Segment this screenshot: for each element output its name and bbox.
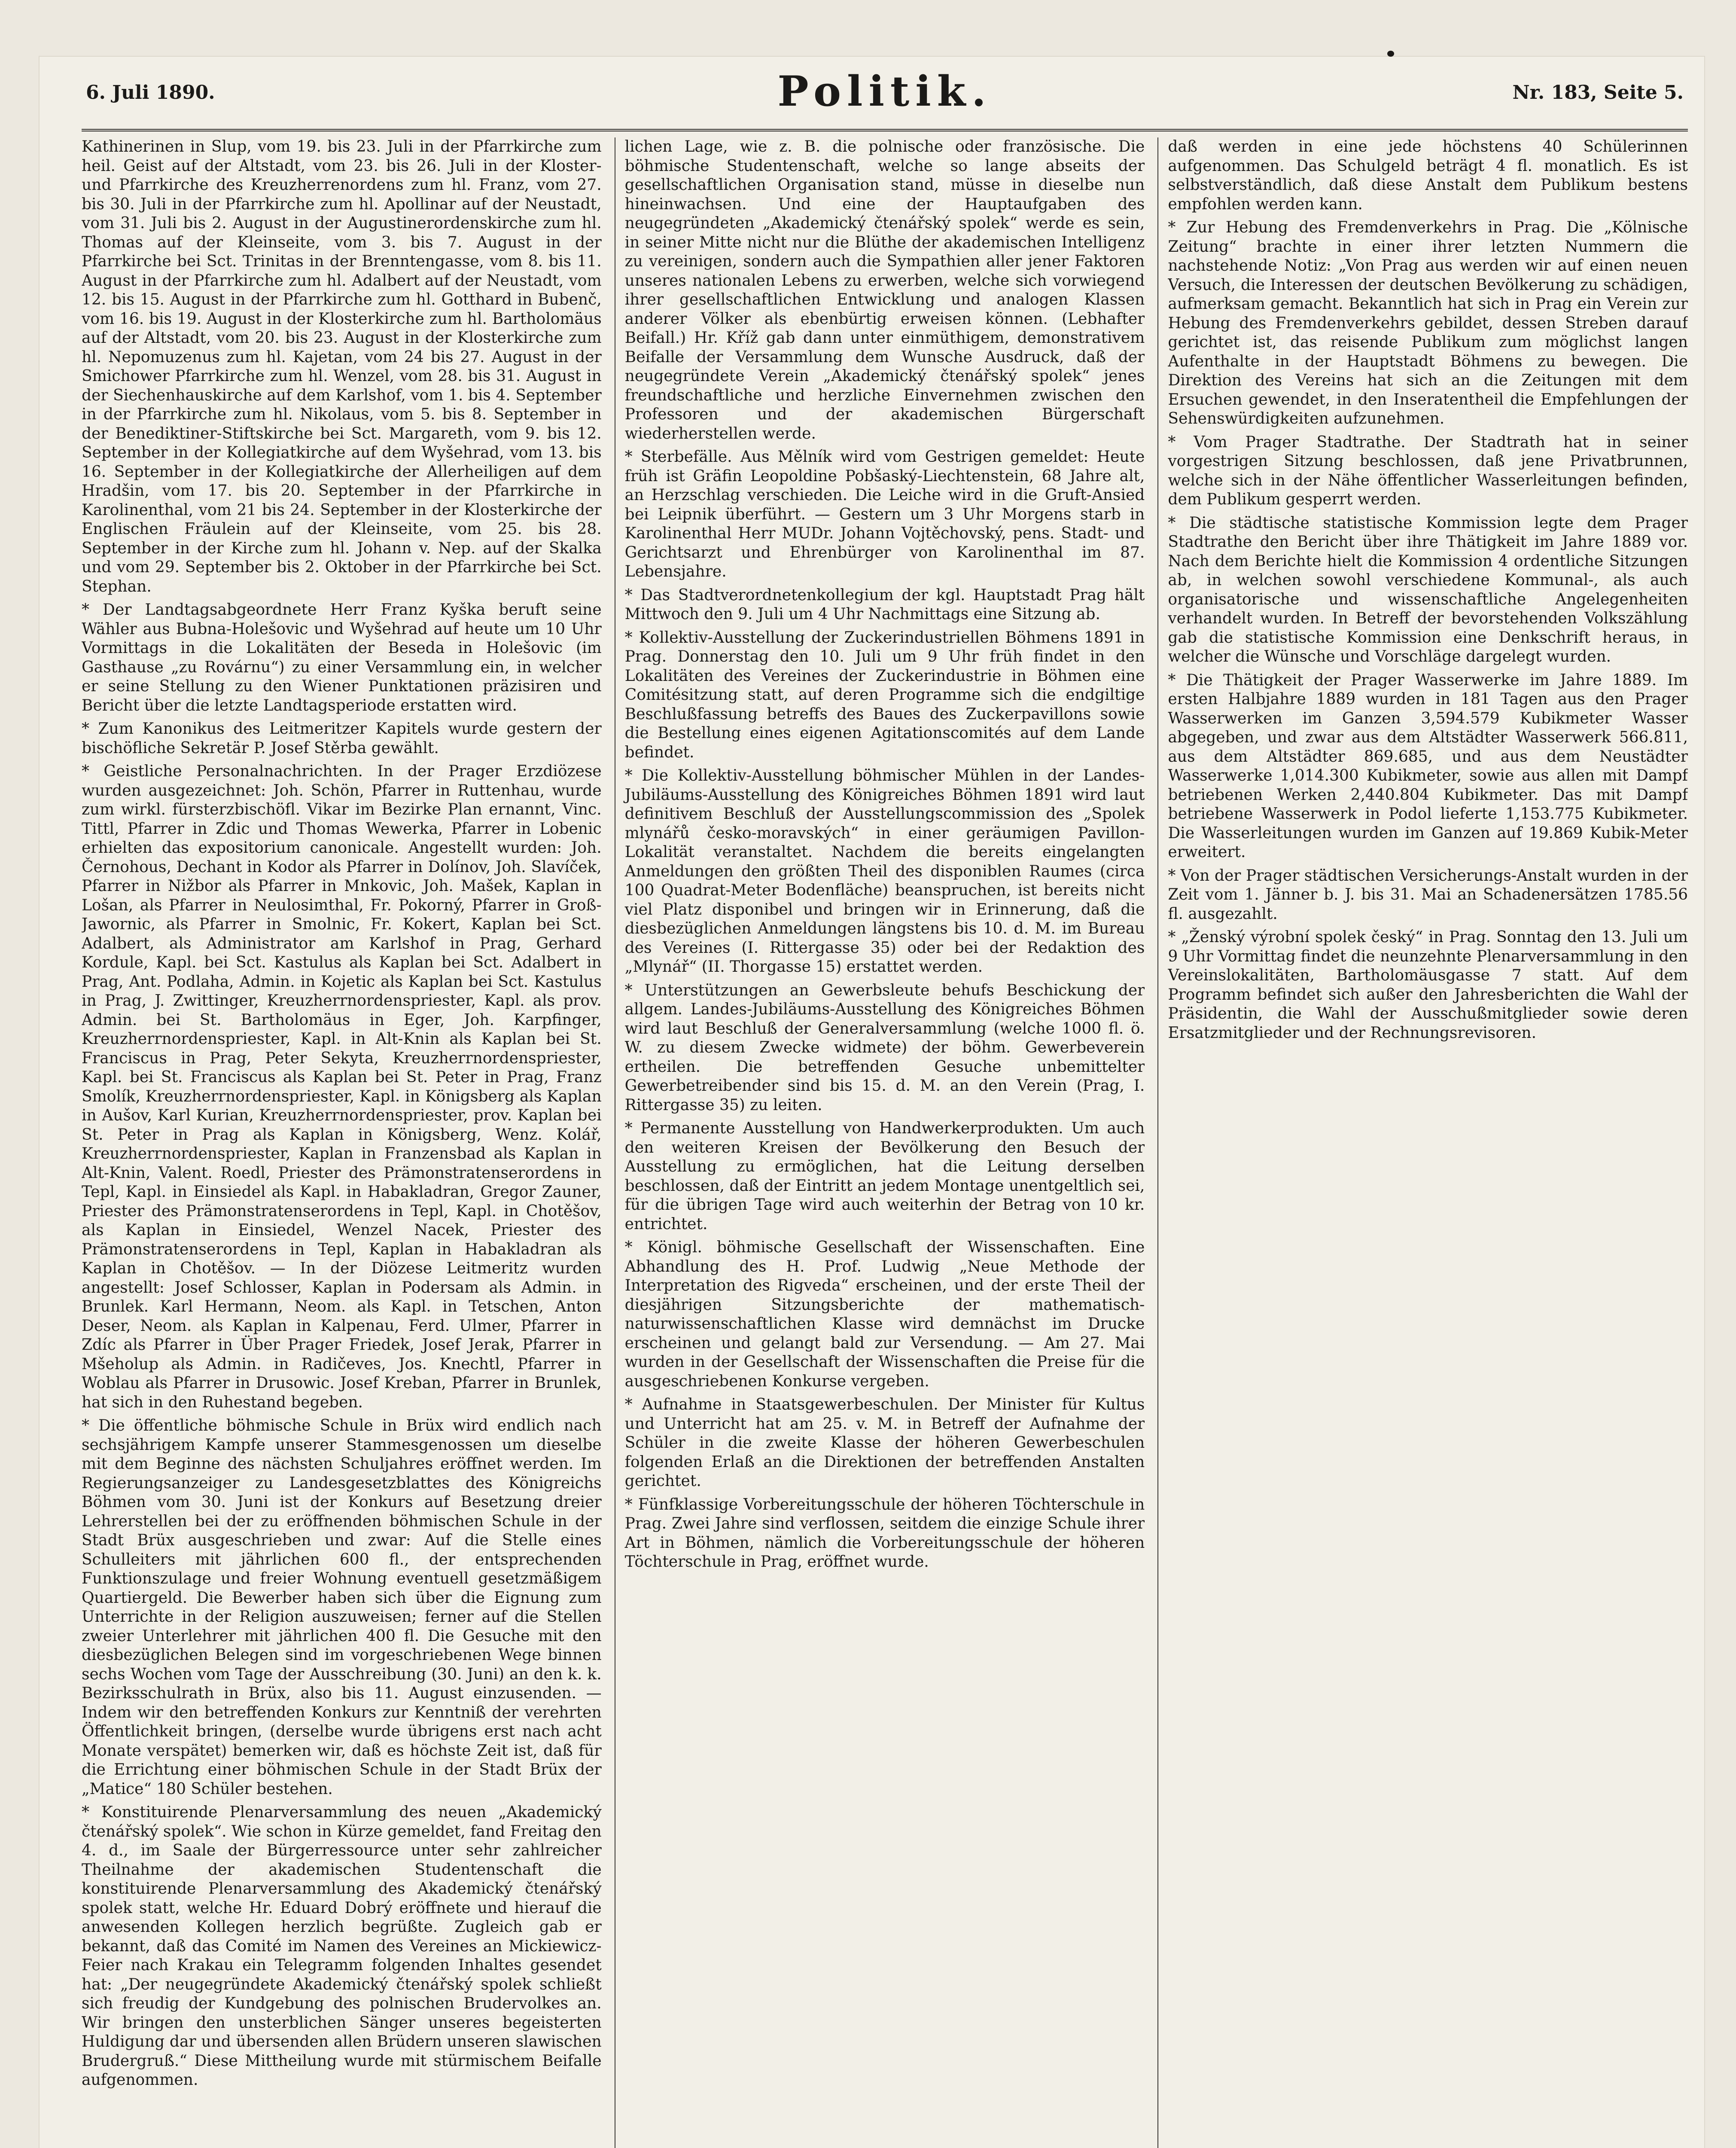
- issue-date: 6. Juli 1890.: [86, 82, 215, 104]
- article-paragraph: * Geistliche Personalnachrichten. In der Prager Erzdiözese wurden ausgezeichnet: Joh. Schön, Pfarrer in Ruttenhau, wurde zum wirkl. fürsterzbischöfl. Vikar im Bezirke Plan ernannt, Vinc. Tittl, Pfarrer in Zdic und Thomas Wewerka, Pfarrer in Lobenic erhielten das expositorium canonicale. Angestellt wurden: Joh. Černohous, Dechant in Kodor als Pfarrer in Dolínov, Joh. Slavíček, Pfarrer in Nižbor als Pfarrer in Mnkovic, Joh. Mašek, Kaplan in Lošan, als Pfarrer in Neulosimthal, Fr. Pokorný, Pfarrer in Groß-Jawornic, als Pfarrer in Smolnic, Fr. Kokert, Kaplan bei Sct. Adalbert, als Administrator am Karlshof in Prag, Gerhard Kordule, Kapl. bei Sct. Kastulus als Kaplan bei Sct. Adalbert in Prag, Ant. Podlaha, Admin. in Kojetic als Kaplan bei Sct. Kastulus in Prag, J. Zwittinger, Kreuzherrnordenspriester, Kapl. als prov. Admin. bei St. Bartholomäus in Eger, Joh. Karpfinger, Kreuzherrnordenspriester, Kapl. in Alt-Knin als Kaplan bei St. Franciscus in Prag, Peter Sekyta, Kreuzherrnordenspriester, Kapl. bei St. Franciscus als Kaplan bei St. Peter in Prag, Franz Smolík, Kreuzherrnordenspriester, Kapl. in Königsberg als Kaplan in Aušov, Karl Kurian, Kreuzherrnordenspriester, prov. Kaplan bei St. Peter in Prag als Kaplan in Königsberg, Wenz. Kolář, Kreuzherrnordenspriester, Kaplan in Franzensbad als Kaplan in Alt-Knin, Valent. Roedl, Priester des Prämonstratenserordens in Tepl, Kapl. in Einsiedel als Kapl. in Habakladran, Gregor Zauner, Priester des Prämonstratenserordens in Tepl, Kapl. in Chotěšov, als Kaplan in Einsiedel, Wenzel Nacek, Priester des Prämonstratenserordens in Tepl, Kaplan in Habakladran als Kaplan in Chotěšov. — In der Diözese Leitmeritz wurden angestellt: Josef Schlosser, Kaplan in Podersam als Admin. in Brunlek. Karl Hermann, Neom. als Kapl. in Tetschen, Anton Deser, Neom. als Kaplan in Kalpenau, Ferd. Ulmer, Pfarrer in Zdíc als Pfarrer in Über Prager Friedek, Josef Jerak, Pfarrer in Mšeholup als Admin. in Radičeves, Jos. Knechtl, Pfarrer in Woblau als Pfarrer in Drusowic. Josef Kreban, Pfarrer in Brunlek, hat sich in den Ruhestand begeben.: [82, 763, 602, 1411]
- article-paragraph: * Die Thätigkeit der Prager Wasserwerke im Jahre 1889. Im ersten Halbjahre 1889 wurden in 181 Tagen aus den Prager Wasserwerken im Ganzen 3,594.579 Kubikmeter Wasser abgegeben, und zwar aus dem Altstädter Wasserwerk 566.811, aus dem Altstädter 869.685, und aus dem Neustädter Wasserwerke 1,014.300 Kubikmeter, sowie aus allen mit Dampf betriebenen Werken 2,440.804 Kubikmeter. Das mit Dampf betriebene Wasserwerk in Podol lieferte 1,153.775 Kubikmeter. Die Wasserleitungen wurden im Ganzen auf 19.869 Kubik-Meter erweitert.: [1168, 671, 1688, 861]
- masthead: [82, 64, 1688, 131]
- article-paragraph: * Konstituirende Plenarversammlung des neuen „Akademický čtenářský spolek“. Wie schon in Kürze gemeldet, fand Freitag den 4. d., im Saale der Bürgerressource unter sehr zahlreicher Theilnahme der akademischen Studentenschaft die konstituirende Plenarversammlung des Akademický čtenářský spolek statt, welche Hr. Eduard Dobrý eröffnete und hierauf die anwesenden Kollegen herzlich begrüßte. Zugleich gab er bekannt, daß das Comité im Namen des Vereines an Mickiewicz-Feier nach Krakau ein Telegramm folgenden Inhaltes gesendet hat: „Der neugegründete Akademický čtenářský spolek schließt sich freudig der Kundgebung des polnischen Brudervolkes an. Wir bringen den unsterblichen Sänger unseres begeisterten Huldigung dar und übersenden allen Brüdern unseren slawischen Brudergruß.“ Diese Mittheilung wurde mit stürmischem Beifalle aufgenommen.: [82, 1803, 602, 2089]
- section-title: Politik.: [777, 67, 992, 116]
- article-paragraph: * Von der Prager städtischen Versicherungs-Anstalt wurden in der Zeit vom 1. Jänner b. J. bis 31. Mai an Schadenersätzen 1785.56 fl. ausgezahlt.: [1168, 867, 1688, 923]
- article-paragraph: * Sterbefälle. Aus Mělník wird vom Gestrigen gemeldet: Heute früh ist Gräfin Leopoldine Pobšaský-Liechtenstein, 68 Jahre alt, an Herzschlag verschieden. Die Leiche wird in die Gruft-Ansied bei Leipnik überführt. — Gestern um 3 Uhr Morgens starb in Karolinenthal Herr MUDr. Johann Vojtěchovský, pens. Stadt- und Gerichtsarzt und Ehrenbürger von Karolinenthal im 87. Lebensjahre.: [624, 448, 1145, 580]
- issue-number: Nr. 183, Seite 5.: [1512, 82, 1684, 104]
- article-paragraph: lichen Lage, wie z. B. die polnische oder französische. Die böhmische Studentenschaft, welche so lange abseits der gesellschaftlichen Organisation stand, müsse in dieselbe nun hineinwachsen. Und eine der Hauptaufgaben des neugegründeten „Akademický čtenářský spolek“ werde es sein, in seiner Mitte nicht nur die Blüthe der akademischen Intelligenz zu vereinigen, sondern auch die Sympathien aller jener Faktoren unseres nationalen Lebens zu erwerben, welche sich vorwiegend ihrer gesellschaftlichen Entwicklung und analogen Klassen anderer Völker als ebenbürtig erweisen können. (Lebhafter Beifall.) Hr. Kříž gab dann unter einmüthigem, demonstrativem Beifalle der Versammlung dem Wunsche Ausdruck, daß der neugegründete Verein „Akademický čtenářský spolek“ jenes freundschaftliche und herzliche Einvernehmen zwischen den Professoren und der akademischen Bürgerschaft wiederherstellen werde.: [624, 138, 1145, 442]
- article-paragraph: * Vom Prager Stadtrathe. Der Stadtrath hat in seiner vorgestrigen Sitzung beschlossen, daß jene Privatbrunnen, welche sich in der Nähe öffentlicher Wasserleitungen befinden, dem Publikum gesperrt werden.: [1168, 433, 1688, 508]
- article-paragraph: daß werden in eine jede höchstens 40 Schülerinnen aufgenommen. Das Schulgeld beträgt 4 fl. monatlich. Es ist selbstverständlich, daß diese Anstalt dem Publikum bestens empfohlen werden kann.: [1168, 138, 1688, 213]
- article-paragraph: * Das Stadtverordnetenkollegium der kgl. Hauptstadt Prag hält Mittwoch den 9. Juli um 4 Uhr Nachmittags eine Sitzung ab.: [624, 586, 1145, 623]
- article-paragraph: * Der Landtagsabgeordnete Herr Franz Kyška beruft seine Wähler aus Bubna-Holešovic und Wyšehrad auf heute um 10 Uhr Vormittags in die Lokalitäten der Beseda in Holešovic (im Gasthause „zu Rovárnu“) zu einer Versammlung ein, in welcher er seine Stellung zu den Wiener Punktationen präzisiren und Bericht über die letzte Landtagsperiode erstatten wird.: [82, 601, 602, 714]
- article-paragraph: * Zur Hebung des Fremdenverkehrs in Prag. Die „Kölnische Zeitung“ brachte in einer ihrer letzten Nummern die nachstehende Notiz: „Von Prag aus werden wir auf einen neuen Versuch, die Interessen der deutschen Bevölkerung zu schädigen, aufmerksam gemacht. Bekanntlich hat sich in Prag ein Verein zur Hebung des Fremdenverkehrs gebildet, dessen Streben darauf gerichtet ist, das reisende Publikum zum möglichst langen Aufenthalte in der Hauptstadt Böhmens zu bewegen. Die Direktion des Vereins hat sich an die Zeitungen mit dem Ersuchen gewendet, in den Inseratentheil die Empfehlungen der Sehenswürdigkeiten aufzunehmen.: [1168, 219, 1688, 427]
- article-paragraph: * Aufnahme in Staatsgewerbeschulen. Der Minister für Kultus und Unterricht hat am 25. v. M. in Betreff der Aufnahme der Schüler in die zweite Klasse der höheren Gewerbeschulen folgenden Erlaß an die Direktionen der betreffenden Anstalten gerichtet.: [624, 1396, 1145, 1490]
- article-paragraph: * „Ženský výrobní spolek český“ in Prag. Sonntag den 13. Juli um 9 Uhr Vormittag findet die neunzehnte Plenarversammlung in den Vereinslokalitäten, Bartholomäusgasse 7 statt. Auf dem Programm befindet sich außer den Jahresberichten die Wahl der Präsidentin, die Wahl der Ausschußmitglieder sowie deren Ersatzmitglieder und der Rechnungsrevisoren.: [1168, 928, 1688, 1042]
- article-paragraph: * Die städtische statistische Kommission legte dem Prager Stadtrathe den Bericht über ihre Thätigkeit im Jahre 1889 vor. Nach dem Berichte hielt die Kommission 4 ordentliche Sitzungen ab, in welchen sowohl verschiedene Kommunal-, als auch organisatorische und wissenschaftliche Angelegenheiten verhandelt wurden. In Betreff der bevorstehenden Volkszählung gab die statistische Kommission eine Denkschrift heraus, in welcher die Wünsche und Vorschläge dargelegt wurden.: [1168, 514, 1688, 665]
- column-left: [82, 137, 602, 2148]
- column-right: [1157, 137, 1688, 2148]
- column-middle: [615, 137, 1145, 2148]
- ink-blot: [1387, 51, 1394, 57]
- article-columns: [82, 137, 1688, 2148]
- article-paragraph: * Permanente Ausstellung von Handwerkerprodukten. Um auch den weiteren Kreisen der Bevölkerung den Besuch der Ausstellung zu ermöglichen, hat die Leitung derselben beschlossen, daß der Eintritt an jedem Montage unentgeltlich sei, für die übrigen Tage wird auch weiterhin der Betrag von 10 kr. entrichtet.: [624, 1120, 1145, 1233]
- article-paragraph: * Königl. böhmische Gesellschaft der Wissenschaften. Eine Abhandlung des H. Prof. Ludwig „Neue Methode der Interpretation des Rigveda“ erscheinen, und der erste Theil der diesjährigen Sitzungsberichte der mathematisch-naturwissenschaftlichen Klasse wird demnächst im Drucke erscheinen und gelangt bald zur Versendung. — Am 27. Mai wurden in der Gesellschaft der Wissenschaften die Preise für die ausgeschriebenen Konkurse vergeben.: [624, 1239, 1145, 1390]
- article-paragraph: * Die öffentliche böhmische Schule in Brüx wird endlich nach sechsjährigem Kampfe unserer Stammesgenossen um dieselbe mit dem Beginne des nächsten Schuljahres eröffnet werden. Im Regierungsanzeiger zu Landesgesetzblattes des Königreichs Böhmen vom 30. Juni ist der Konkurs auf Besetzung dreier Lehrerstellen bei der zu eröffnenden böhmischen Schule in der Stadt Brüx ausgeschrieben und zwar: Auf die Stelle eines Schulleiters mit jährlichen 600 fl., der entsprechenden Funktionszulage und freier Wohnung eventuell gesetzmäßigem Quartiergeld. Die Bewerber haben sich über die Eignung zum Unterrichte in der Religion auszuweisen; ferner auf die Stellen zweier Unterlehrer mit jährlichen 400 fl. Die Gesuche mit den diesbezüglichen Belegen sind im vorgeschriebenen Wege binnen sechs Wochen vom Tage der Ausschreibung (30. Juni) an den k. k. Bezirksschulrath in Brüx, also bis 11. August einzusenden. — Indem wir den betreffenden Konkurs zur Kenntniß der verehrten Öffentlichkeit bringen, (derselbe wurde übrigens erst nach acht Monate verspätet) bemerken wir, daß es höchste Zeit ist, daß für die Errichtung einer böhmischen Schule in der Stadt Brüx der „Matice“ 180 Schüler bestehen.: [82, 1417, 602, 1798]
- article-paragraph: * Die Kollektiv-Ausstellung böhmischer Mühlen in der Landes-Jubiläums-Ausstellung des Königreiches Böhmen 1891 wird laut definitivem Beschluß der Ausstellungscommission des „Spolek mlynářů česko-moravských“ in einer geräumigen Pavillon-Lokalität veranstaltet. Nachdem die bereits eingelangten Anmeldungen den größten Theil des disponiblen Raumes (circa 100 Quadrat-Meter Bodenfläche) beanspruchen, ist bereits nicht viel Platz disponibel und bringen wir in Erinnerung, daß die diesbezüglichen Anmeldungen längstens bis 10. d. M. im Bureau des Vereines (I. Rittergasse 35) oder bei der Redaktion des „Mlynář“ (II. Thorgasse 15) erstattet werden.: [624, 767, 1145, 976]
- article-paragraph: * Unterstützungen an Gewerbsleute behufs Beschickung der allgem. Landes-Jubiläums-Ausstellung des Königreiches Böhmen wird laut Beschluß der Generalversammlung (welche 1000 fl. ö. W. zu diesem Zwecke widmete) der böhm. Gewerbeverein ertheilen. Die betreffenden Gesuche unbemittelter Gewerbetreibender sind bis 15. d. M. an den Verein (Prag, I. Rittergasse 35) zu leiten.: [624, 981, 1145, 1114]
- article-paragraph: * Kollektiv-Ausstellung der Zuckerindustriellen Böhmens 1891 in Prag. Donnerstag den 10. Juli um 9 Uhr früh findet in den Lokalitäten des Vereines der Zuckerindustrie in Böhmen eine Comitésitzung statt, auf deren Programme sich die endgiltige Beschlußfassung betreffs des Baues des Zuckerpavillons sowie die Bestellung eines eigenen Agitationscomités auf dem Lande befindet.: [624, 629, 1145, 761]
- article-paragraph: * Fünfklassige Vorbereitungsschule der höheren Töchterschule in Prag. Zwei Jahre sind verflossen, seitdem die einzige Schule ihrer Art in Böhmen, nämlich die Vorbereitungsschule der höheren Töchterschule in Prag, eröffnet wurde.: [624, 1495, 1145, 1571]
- article-paragraph: Kathinerinen in Slup, vom 19. bis 23. Juli in der Pfarrkirche zum heil. Geist auf der Altstadt, vom 23. bis 26. Juli in der Kloster- und Pfarrkirche des Kreuzherrenordens zum hl. Franz, vom 27. bis 30. Juli in der Pfarrkirche zum hl. Apollinar auf der Neustadt, vom 31. Juli bis 2. August in der Augustinerordenskirche zum hl. Thomas auf der Kleinseite, vom 3. bis 7. August in der Pfarrkirche bei Sct. Trinitas in der Brenntengasse, vom 8. bis 11. August in der Pfarrkirche zum hl. Adalbert auf der Neustadt, vom 12. bis 15. August in der Pfarrkirche zum hl. Gotthard in Bubenč, vom 16. bis 19. August in der Klosterkirche zum hl. Bartholomäus auf der Altstadt, vom 20. bis 23. August in der Klosterkirche zum hl. Nepomuzenus zum hl. Kajetan, vom 24 bis 27. August in der Smichower Pfarrkirche zum hl. Wenzel, vom 28. bis 31. August in der Siechenhauskirche auf dem Karlshof, vom 1. bis 4. September in der Pfarrkirche zum hl. Nikolaus, vom 5. bis 8. September in der Benediktiner-Stiftskirche bei Sct. Margareth, vom 9. bis 12. September in der Kollegiatkirche auf dem Wyšehrad, vom 13. bis 16. September in der Kollegiatkirche der Allerheiligen auf dem Hradšin, vom 17. bis 20. September in der Pfarrkirche in Karolinenthal, vom 21 bis 24. September in der Klosterkirche der Englischen Fräulein auf der Kleinseite, vom 25. bis 28. September in der Kirche zum hl. Johann v. Nep. auf der Skalka und vom 29. September bis 2. Oktober in der Pfarrkirche bei Sct. Stephan.: [82, 138, 602, 595]
- article-paragraph: * Zum Kanonikus des Leitmeritzer Kapitels wurde gestern der bischöfliche Sekretär P. Josef Stěrba gewählt.: [82, 720, 602, 757]
